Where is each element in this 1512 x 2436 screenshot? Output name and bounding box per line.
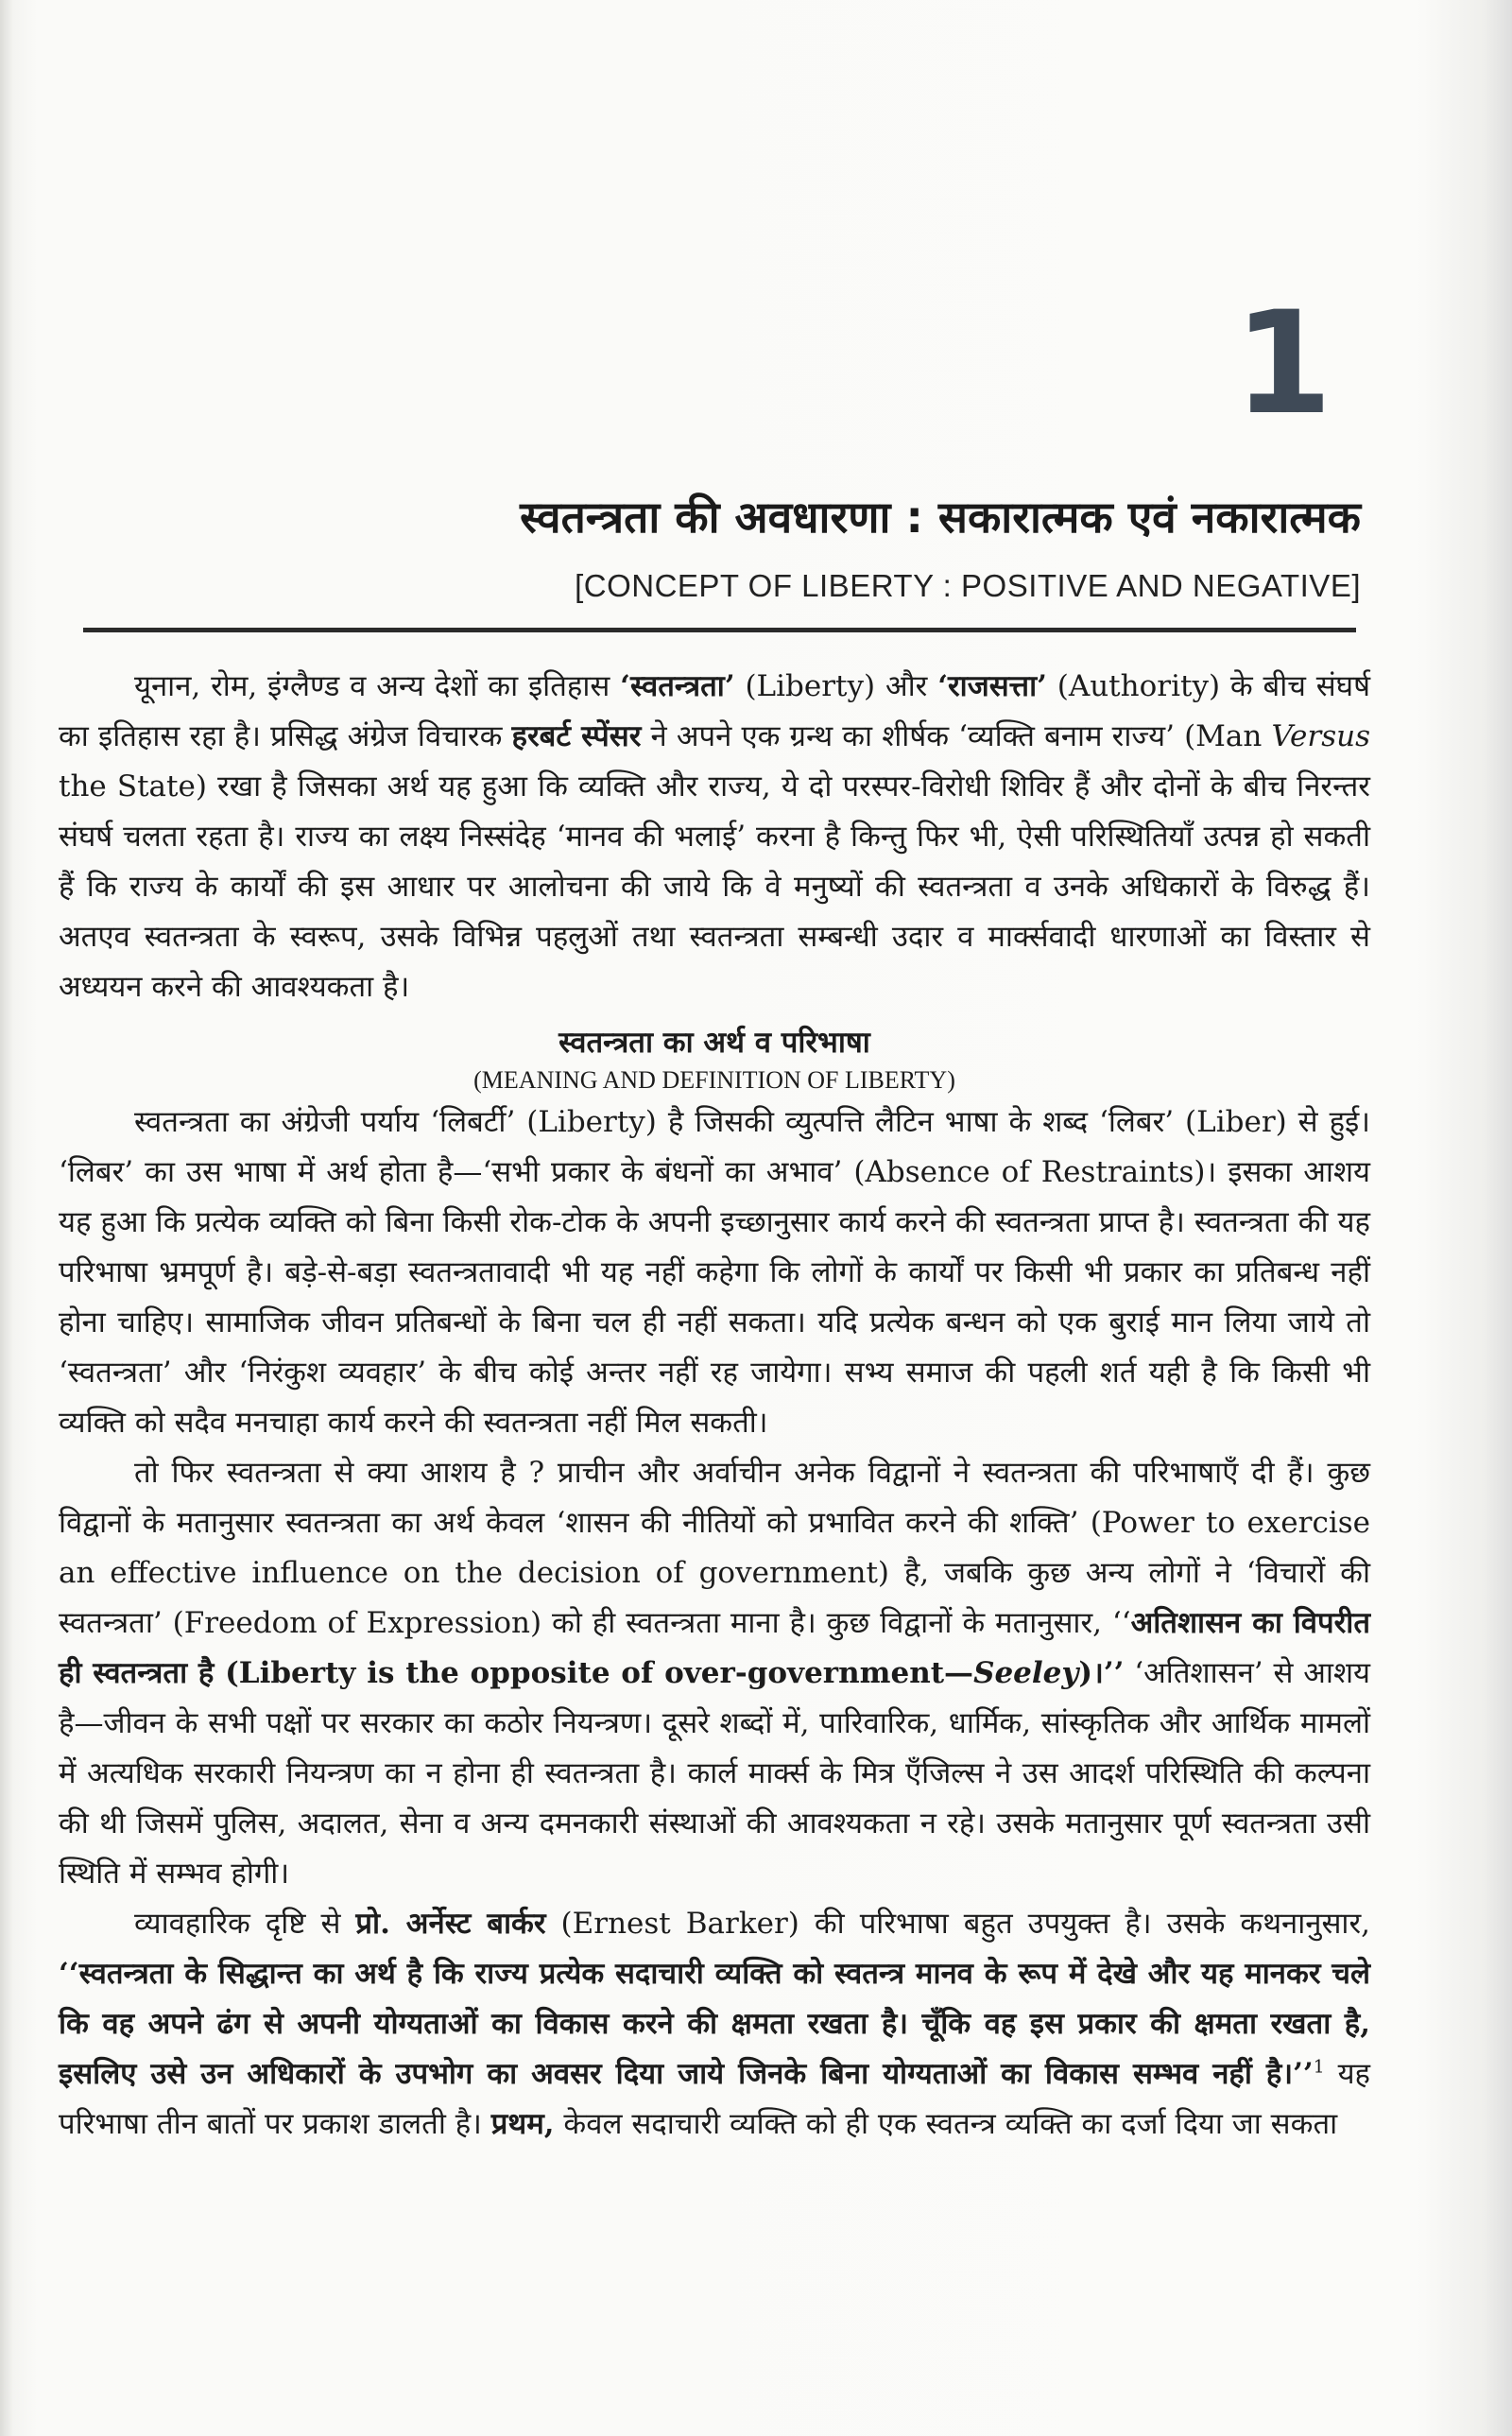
paragraph-text: व्यावहारिक दृष्टि से xyxy=(134,1907,356,1941)
section-heading-english: (MEANING AND DEFINITION OF LIBERTY) xyxy=(473,1066,955,1094)
chapter-body xyxy=(59,662,1370,2150)
quote-seeley-end: )।’’ xyxy=(1078,1656,1125,1690)
intro-text: (Authority) के बीच संघर्ष का इतिहास रहा है। प्रसिद्ध अंग्रेज विचारक xyxy=(59,669,1370,753)
italic-versus: Versus xyxy=(1271,719,1370,753)
term-liberty-hindi: ‘स्वतन्त्रता’ xyxy=(620,669,735,703)
author-name-spencer: हरबर्ट स्पेंसर xyxy=(511,719,642,753)
paragraph-text: (Ernest Barker) की परिभाषा बहुत उपयुक्त है। उसके कथनानुसार, xyxy=(545,1907,1370,1941)
chapter-title-english: [CONCEPT OF LIBERTY : POSITIVE AND NEGATIVE] xyxy=(575,568,1361,603)
term-authority-hindi: ‘राजसत्ता’ xyxy=(937,669,1047,703)
quote-seeley: अतिशासन का विपरीत ही स्वतन्त्रता है (Liberty is the opposite of over-government— xyxy=(59,1606,1370,1690)
intro-text: the State) रखा है जिसका अर्थ यह हुआ कि व्यक्ति और राज्य, ये दो परस्पर-विरोधी शिविर हैं और दोनों के बीच निरन्तर संघर्ष चलता रहता है। राज्य का लक्ष्य निस्संदेह ‘मानव की भलाई’ करना है किन्तु फिर भी, ऐसी परिस्थितियाँ उत्पन्न हो सकती हैं कि राज्य के कार्यों की इस आधार पर आलोचना की जाये कि वे मनुष्यों की स्वतन्त्रता व उनके अधिकारों के विरुद्ध हैं। अतएव स्वतन्त्रता के स्वरूप, उसके विभिन्न पहलुओं तथा स्वतन्त्रता सम्बन्धी उदार व मार्क्सवादी धारणाओं का विस्तार से अध्ययन करने की आवश्यकता है। xyxy=(59,769,1370,1004)
paragraph-text: यह परिभाषा तीन बातों पर प्रकाश डालती है। xyxy=(59,2057,1371,2141)
author-name-seeley: Seeley xyxy=(973,1656,1079,1690)
section-heading-hindi: स्वतन्त्रता का अर्थ व परिभाषा xyxy=(558,1026,870,1060)
chapter-title-hindi: स्वतन्त्रता की अवधारणा : सकारात्मक एवं नकारात्मक xyxy=(520,492,1361,543)
quote-barker: ‘‘स्वतन्त्रता के सिद्धान्त का अर्थ है कि राज्य प्रत्येक सदाचारी व्यक्ति को स्वतन्त्र मानव के रूप में देखे और यह मानकर चले कि वह अपने ढंग से अपनी योग्यताओं का विकास करने की क्षमता रखता है। चूँकि वह इस प्रकार की क्षमता रखता है, इसलिए उसे उन अधिकारों के उपभोग का अवसर दिया जाये जिनके बिना योग्यताओं का विकास सम्भव नहीं है।’’ xyxy=(59,1957,1370,2091)
enumeration-first: प्रथम, xyxy=(490,2107,555,2141)
paragraph-text: ‘अतिशासन’ से आशय है—जीवन के सभी पक्षों पर सरकार का कठोर नियन्त्रण। दूसरे शब्दों में, पारिवारिक, धार्मिक, सांस्कृतिक और आर्थिक मामलों में अत्यधिक सरकारी नियन्त्रण का न होना ही स्वतन्त्रता है। कार्ल मार्क्स के मित्र एँजिल्स ने उस आदर्श परिस्थिति की कल्पना की थी जिसमें पुलिस, अदालत, सेना व अन्य दमनकारी संस्थाओं की आवश्यकता न रहे। उसके मतानुसार पूर्ण स्वतन्त्रता उसी स्थिति में सम्भव होगी। xyxy=(59,1656,1371,1891)
intro-text: यूनान, रोम, इंग्लैण्ड व अन्य देशों का इतिहास xyxy=(134,669,621,703)
paragraph-meaning: स्वतन्त्रता का अंग्रेजी पर्याय ‘लिबर्टी’ (Liberty) है जिसकी व्युत्पत्ति लैटिन भाषा के शब्द ‘लिबर’ (Liber) से हुई। ‘लिबर’ का उस भाषा में अर्थ होता है—‘सभी प्रकार के बंधनों का अभाव’ (Absence of Restraints)। इसका आशय यह हुआ कि प्रत्येक व्यक्ति को बिना किसी रोक-टोक के अपनी इच्छानुसार कार्य करने की स्वतन्त्रता प्राप्त है। स्वतन्त्रता की यह परिभाषा भ्रमपूर्ण है। बड़े-से-बड़ा स्वतन्त्रतावादी भी यह नहीं कहेगा कि लोगों के कार्यों पर किसी भी प्रकार का प्रतिबन्ध नहीं होना चाहिए। सामाजिक जीवन प्रतिबन्धों के बिना चल ही नहीं सकता। यदि प्रत्येक बन्धन को एक बुराई मान लिया जाये तो ‘स्वतन्त्रता’ और ‘निरंकुश व्यवहार’ के बीच कोई अन्तर नहीं रह जायेगा। सभ्य समाज की पहली शर्त यही है कि किसी भी व्यक्ति को सदैव मनचाहा कार्य करने की स्वतन्त्रता नहीं मिल सकती। xyxy=(59,1105,1370,1440)
paragraph-text: केवल सदाचारी व्यक्ति को ही एक स्वतन्त्र व्यक्ति का दर्जा दिया जा सकता xyxy=(554,2107,1338,2141)
intro-paragraph xyxy=(59,662,1370,1012)
intro-text: (Liberty) और xyxy=(734,669,938,703)
intro-text: ने अपने एक ग्रन्थ का शीर्षक ‘व्यक्ति बनाम राज्य’ (Man xyxy=(641,719,1272,753)
paragraph-barker xyxy=(59,1899,1370,2150)
chapter-number: 1 xyxy=(1233,282,1332,446)
footnote-marker: 1 xyxy=(1313,2057,1325,2078)
title-divider xyxy=(83,628,1356,632)
paragraph-text: तो फिर स्वतन्त्रता से क्या आशय है ? प्राचीन और अर्वाचीन अनेक विद्वानों ने स्वतन्त्रता की परिभाषाएँ दी हैं। कुछ विद्वानों के मतानुसार स्वतन्त्रता का अर्थ केवल ‘शासन की नीतियों को प्रभावित करने की शक्ति’ (Power to exercise an effective influence on the decision of government) है, जबकि कुछ अन्य लोगों ने ‘विचारों की स्वतन्त्रता’ (Freedom of Expression) को ही स्वतन्त्रता माना है। कुछ विद्वानों के मतानुसार, ‘‘ xyxy=(59,1456,1370,1640)
paragraph-definitions xyxy=(59,1448,1370,1899)
author-name-barker: प्रो. अर्नेस्ट बार्कर xyxy=(355,1907,546,1941)
